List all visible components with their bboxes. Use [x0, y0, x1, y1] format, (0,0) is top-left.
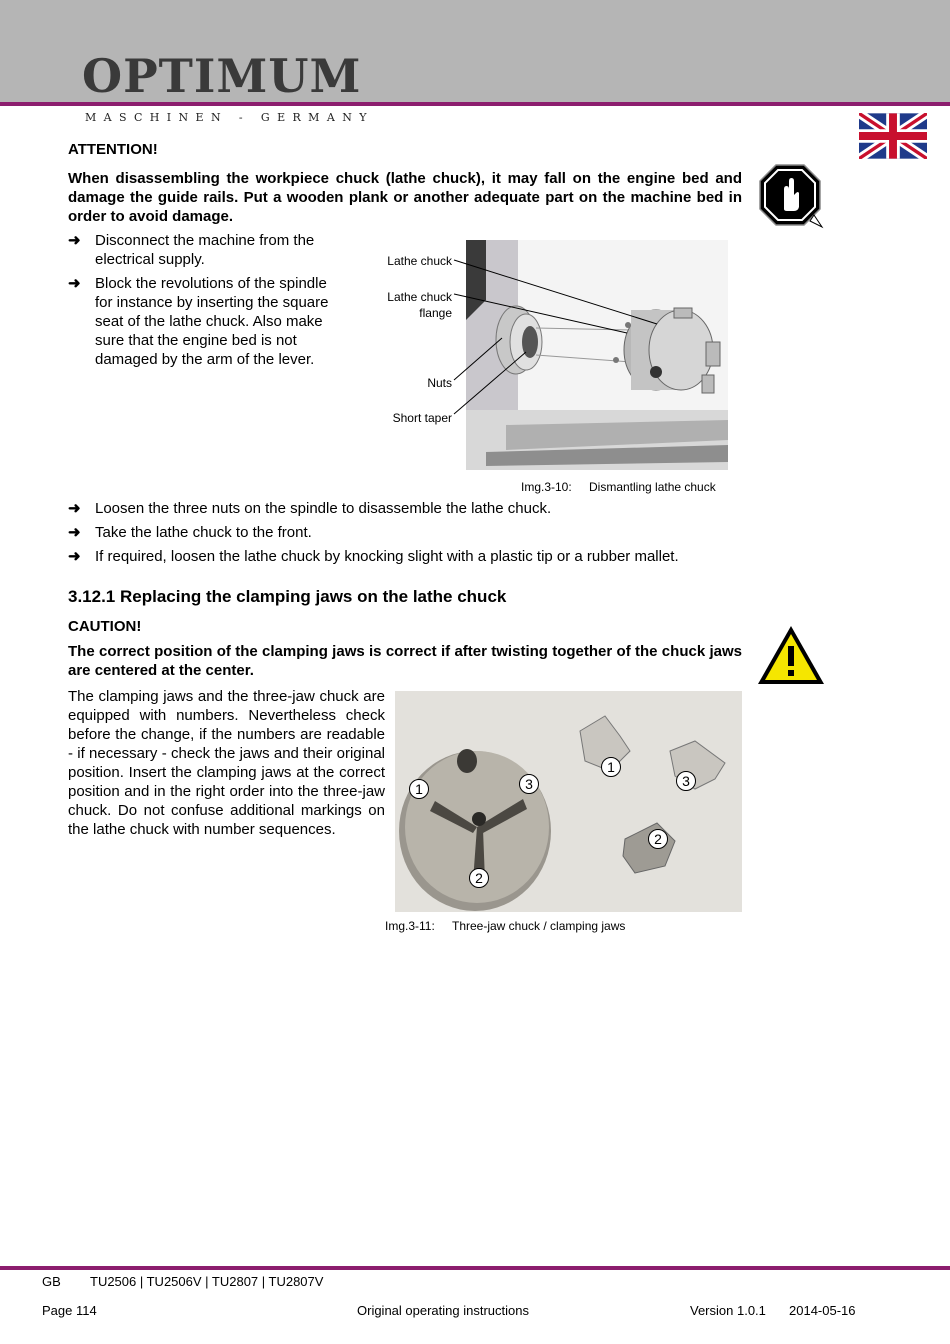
- brand-tagline: MASCHINEN - GERMANY: [85, 111, 374, 124]
- number-marker: 1: [601, 757, 621, 777]
- figure-label: Short taper: [392, 411, 452, 425]
- arrow-right-icon: ➜: [68, 548, 81, 565]
- caution-text: The correct position of the clamping jaws is correct if after twisting together of the chuck jaws are centered at the center.: [68, 643, 742, 679]
- figure-leader-lines: [452, 248, 672, 418]
- arrow-right-icon: ➜: [68, 275, 81, 292]
- number-marker: 3: [676, 771, 696, 791]
- number-marker: 2: [469, 868, 489, 888]
- warning-triangle-icon: [756, 624, 826, 686]
- footer-language: GB: [42, 1274, 61, 1289]
- body-paragraph: The clamping jaws and the three-jaw chuck are equipped with numbers. Nevertheless check before the change, if the numbers are readable - if necessary - check the jaws and their original position. Insert the clamping jaws at the correct position and in the right order into the three-jaw chuck. Do not confuse additional markings on the lathe chuck with number sequences.: [68, 688, 385, 838]
- three-jaw-chuck-figure: [395, 691, 742, 912]
- figure-label: Lathe chuck: [387, 254, 452, 268]
- uk-flag-icon: [859, 113, 927, 159]
- stop-hand-icon: [756, 163, 824, 231]
- footer-models: TU2506 | TU2506V | TU2807 | TU2807V: [90, 1274, 324, 1289]
- brand-logo: OPTIMUM: [82, 49, 362, 103]
- attention-title: ATTENTION!: [68, 141, 158, 158]
- figure-label: Nuts: [427, 376, 452, 390]
- footer-divider: [0, 1266, 950, 1270]
- footer-version: Version 1.0.1: [690, 1303, 766, 1318]
- attention-text: When disassembling the workpiece chuck (lathe chuck), it may fall on the engine bed and damage the guide rails. Put a wooden plank or another adequate part on the machine bed in order to avoid damage.: [68, 170, 742, 225]
- footer-doc-type: Original operating instructions: [357, 1303, 529, 1318]
- arrow-right-icon: ➜: [68, 500, 81, 517]
- caution-title: CAUTION!: [68, 618, 142, 635]
- section-heading: 3.12.1 Replacing the clamping jaws on the lathe chuck: [68, 587, 507, 606]
- figure-caption-text: Three-jaw chuck / clamping jaws: [452, 919, 626, 933]
- arrow-right-icon: ➜: [68, 524, 81, 541]
- figure-caption-number: Img.3-10:: [521, 480, 572, 494]
- figure-caption-text: Dismantling lathe chuck: [589, 480, 716, 494]
- number-marker: 3: [519, 774, 539, 794]
- number-marker: 2: [648, 829, 668, 849]
- arrow-right-icon: ➜: [68, 232, 81, 249]
- figure-caption-number: Img.3-11:: [385, 919, 435, 933]
- footer-date: 2014-05-16: [789, 1303, 856, 1318]
- footer-page-number: Page 114: [42, 1303, 97, 1318]
- figure-label: Lathe chuck flange: [387, 290, 452, 320]
- number-marker: 1: [409, 779, 429, 799]
